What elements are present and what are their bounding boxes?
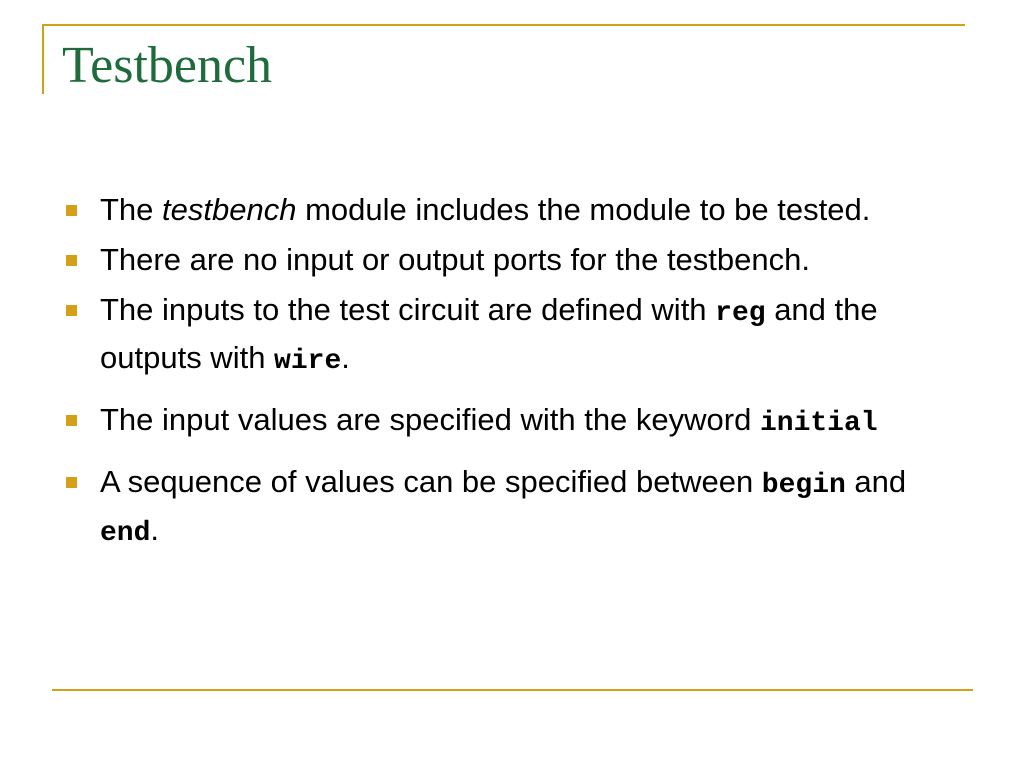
bullet-text: There are no input or output ports for the testbench. [100,242,810,277]
bullet-text: A sequence of values can be specified between begin and end. [100,464,907,549]
code-keyword: wire [274,346,342,377]
left-accent-rule [42,24,44,94]
code-keyword: reg [715,298,766,329]
bullet-text: The testbench module includes the module to be tested. [100,192,871,227]
square-bullet-icon [66,477,77,488]
bullet-item [64,188,964,232]
square-bullet-icon [66,205,77,216]
bullet-text: The inputs to the test circuit are defined with reg and the outputs with wire. [100,292,878,377]
bullet-item [64,460,964,556]
bullet-text: The input values are specified with the keyword initial [100,402,878,439]
code-keyword: initial [759,408,878,439]
bullet-list [64,188,964,562]
bottom-accent-rule [52,689,973,691]
bullet-item [64,238,964,282]
emphasis-text: testbench [162,192,297,227]
slide-title: Testbench [62,37,273,94]
code-keyword: end [100,518,151,549]
code-keyword: begin [761,470,846,501]
bullet-item [64,398,964,446]
square-bullet-icon [66,305,77,316]
square-bullet-icon [66,255,77,266]
square-bullet-icon [66,415,77,426]
bullet-item [64,288,964,384]
top-accent-rule [42,24,965,26]
